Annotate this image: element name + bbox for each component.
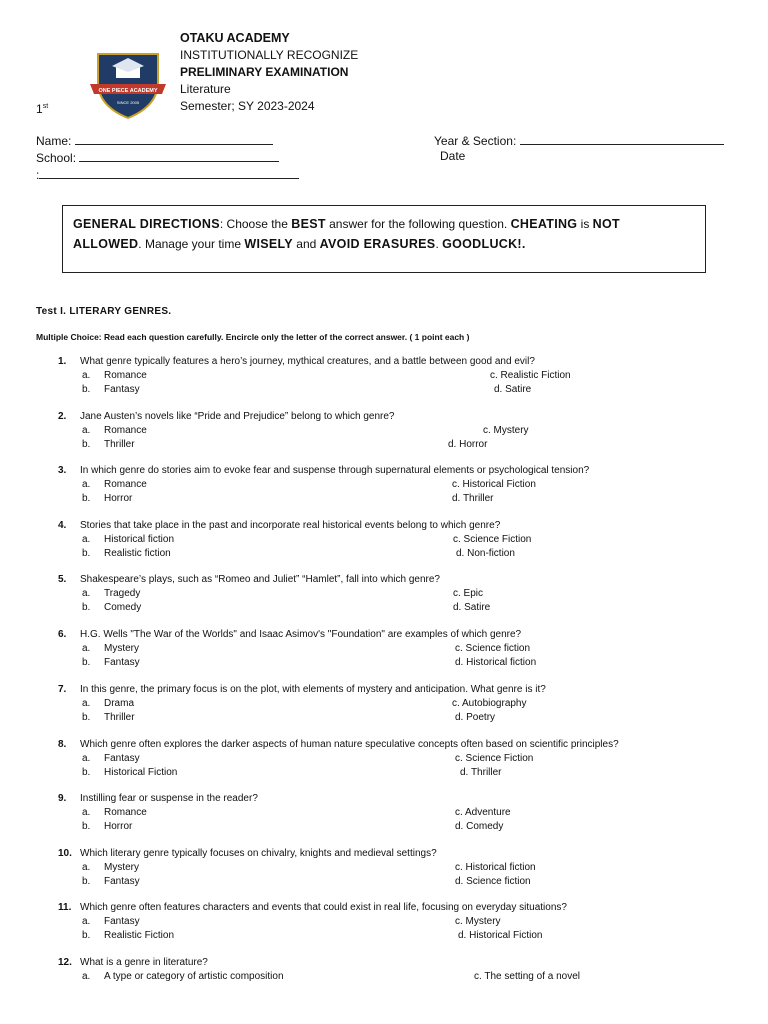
- question-stem: Which genre often features characters and events that could exist in real life, focusing on everyday situations?: [80, 902, 567, 913]
- question-stem: Which literary genre typically focuses on chivalry, knights and medieval settings?: [80, 848, 437, 859]
- option-c[interactable]: c. Autobiography: [452, 698, 527, 709]
- date-label: Date: [440, 149, 466, 163]
- option-b-letter[interactable]: b.: [82, 767, 91, 778]
- option-a-letter[interactable]: a.: [82, 698, 91, 709]
- question-number: 12.: [58, 957, 72, 968]
- option-b[interactable]: Realistic fiction: [104, 548, 171, 559]
- question-number: 4.: [58, 520, 67, 531]
- option-b[interactable]: Fantasy: [104, 657, 140, 668]
- name-field[interactable]: Name:: [36, 132, 273, 148]
- option-b-letter[interactable]: b.: [82, 602, 91, 613]
- option-a-letter[interactable]: a.: [82, 534, 91, 545]
- question-stem: H.G. Wells "The War of the Worlds" and Isaac Asimov's "Foundation" are examples of which genre?: [80, 629, 522, 640]
- option-d[interactable]: d. Horror: [448, 439, 488, 450]
- semester-ordinal: 1st: [36, 102, 49, 116]
- option-a[interactable]: Drama: [104, 698, 135, 709]
- option-d[interactable]: d. Thriller: [460, 767, 502, 778]
- option-d[interactable]: d. Historical Fiction: [458, 930, 543, 941]
- option-a[interactable]: Fantasy: [104, 753, 140, 764]
- option-a-letter[interactable]: a.: [82, 425, 91, 436]
- option-a[interactable]: Mystery: [104, 862, 139, 873]
- option-b-letter[interactable]: b.: [82, 439, 91, 450]
- semester: Semester; SY 2023-2024: [180, 99, 315, 113]
- test-title: Test I. LITERARY GENRES.: [36, 306, 172, 317]
- year-section-field[interactable]: Year & Section:: [434, 132, 724, 148]
- question-number: 10.: [58, 848, 72, 859]
- option-a-letter[interactable]: a.: [82, 971, 91, 982]
- option-b[interactable]: Horror: [104, 493, 133, 504]
- option-a[interactable]: Mystery: [104, 643, 139, 654]
- option-c[interactable]: c. Mystery: [483, 425, 529, 436]
- option-b-letter[interactable]: b.: [82, 930, 91, 941]
- option-b-letter[interactable]: b.: [82, 384, 91, 395]
- option-b[interactable]: Historical Fiction: [104, 767, 178, 778]
- question-stem: Which genre often explores the darker aspects of human nature speculative concepts often based on scientific principles?: [80, 739, 619, 750]
- option-a[interactable]: Historical fiction: [104, 534, 175, 545]
- school-name: OTAKU ACADEMY: [180, 31, 290, 45]
- question-number: 9.: [58, 793, 67, 804]
- option-b-letter[interactable]: b.: [82, 712, 91, 723]
- question-number: 7.: [58, 684, 67, 695]
- option-d[interactable]: d. Satire: [453, 602, 491, 613]
- option-d[interactable]: d. Science fiction: [455, 876, 531, 887]
- exam-title: PRELIMINARY EXAMINATION: [180, 65, 349, 79]
- option-d[interactable]: d. Historical fiction: [455, 657, 537, 668]
- question-stem: Instilling fear or suspense in the reader?: [80, 793, 258, 804]
- option-b[interactable]: Fantasy: [104, 876, 140, 887]
- option-b[interactable]: Realistic Fiction: [104, 930, 175, 941]
- option-b-letter[interactable]: b.: [82, 493, 91, 504]
- option-b[interactable]: Horror: [104, 821, 133, 832]
- question-stem: Stories that take place in the past and incorporate real historical events belong to which genre?: [80, 520, 501, 531]
- option-a-letter[interactable]: a.: [82, 862, 91, 873]
- question-number: 11.: [58, 902, 72, 913]
- logo-banner-text: ONE PIECE ACADEMY: [98, 88, 158, 94]
- option-a-letter[interactable]: a.: [82, 916, 91, 927]
- option-b-letter[interactable]: b.: [82, 657, 91, 668]
- question-stem: Shakespeare’s plays, such as “Romeo and Juliet” “Hamlet”, fall into which genre?: [80, 574, 440, 585]
- option-a[interactable]: Romance: [104, 807, 147, 818]
- option-b[interactable]: Comedy: [104, 602, 142, 613]
- option-b-letter[interactable]: b.: [82, 548, 91, 559]
- option-a[interactable]: Tragedy: [104, 588, 141, 599]
- general-directions: GENERAL DIRECTIONS: Choose the BEST answer for the following question. CHEATING is NOT ALLOWED. Manage your time WISELY and AVOID ERASURES. GOODLUCK!.: [62, 205, 706, 273]
- option-d[interactable]: d. Poetry: [455, 712, 496, 723]
- option-a[interactable]: Romance: [104, 479, 147, 490]
- option-b-letter[interactable]: b.: [82, 876, 91, 887]
- option-c[interactable]: c. Historical fiction: [455, 862, 536, 873]
- question-stem: What genre typically features a hero’s journey, mythical creatures, and a battle between good and evil?: [80, 356, 535, 367]
- option-b[interactable]: Thriller: [104, 712, 135, 723]
- question-number: 1.: [58, 356, 67, 367]
- option-a-letter[interactable]: a.: [82, 643, 91, 654]
- option-d[interactable]: d. Satire: [494, 384, 532, 395]
- question-number: 2.: [58, 411, 67, 422]
- date-field-line[interactable]: :: [36, 166, 299, 182]
- question-number: 6.: [58, 629, 67, 640]
- option-b[interactable]: Fantasy: [104, 384, 140, 395]
- option-b[interactable]: Thriller: [104, 439, 135, 450]
- option-a-letter[interactable]: a.: [82, 588, 91, 599]
- school-field[interactable]: School:: [36, 149, 279, 165]
- option-a[interactable]: Romance: [104, 425, 147, 436]
- option-a-letter[interactable]: a.: [82, 370, 91, 381]
- option-a[interactable]: Romance: [104, 370, 147, 381]
- option-a-letter[interactable]: a.: [82, 753, 91, 764]
- option-c[interactable]: c. Mystery: [455, 916, 501, 927]
- question-stem: In which genre do stories aim to evoke fear and suspense through supernatural elements or psychological tension?: [80, 465, 590, 476]
- option-c[interactable]: c. Science Fiction: [455, 753, 534, 764]
- question-stem: What is a genre in literature?: [80, 957, 208, 968]
- option-a[interactable]: Fantasy: [104, 916, 140, 927]
- question-number: 5.: [58, 574, 67, 585]
- logo-since-text: SINCE 2005: [116, 100, 140, 105]
- question-stem: In this genre, the primary focus is on the plot, with elements of mystery and anticipation. What genre is it?: [80, 684, 546, 695]
- question-number: 3.: [58, 465, 67, 476]
- test-instructions: Multiple Choice: Read each question carefully. Encircle only the letter of the correct answer. ( 1 point each ): [36, 332, 470, 342]
- option-b-letter[interactable]: b.: [82, 821, 91, 832]
- option-c[interactable]: c. The setting of a novel: [474, 971, 580, 982]
- accreditation: INSTITUTIONALLY RECOGNIZE: [180, 48, 359, 62]
- option-c[interactable]: c. Historical Fiction: [452, 479, 536, 490]
- option-a-letter[interactable]: a.: [82, 807, 91, 818]
- question-stem: Jane Austen’s novels like “Pride and Prejudice” belong to which genre?: [80, 411, 395, 422]
- option-c[interactable]: c. Science fiction: [455, 643, 531, 654]
- option-a[interactable]: A type or category of artistic composition: [104, 971, 284, 982]
- option-d[interactable]: d. Non-fiction: [456, 548, 515, 559]
- option-d[interactable]: d. Thriller: [452, 493, 494, 504]
- school-logo: [88, 48, 168, 120]
- option-c[interactable]: c. Epic: [453, 588, 484, 599]
- option-c[interactable]: c. Adventure: [455, 807, 511, 818]
- option-c[interactable]: c. Science Fiction: [453, 534, 532, 545]
- option-d[interactable]: d. Comedy: [455, 821, 504, 832]
- question-number: 8.: [58, 739, 67, 750]
- option-c[interactable]: c. Realistic Fiction: [490, 370, 571, 381]
- option-a-letter[interactable]: a.: [82, 479, 91, 490]
- subject: Literature: [180, 82, 231, 96]
